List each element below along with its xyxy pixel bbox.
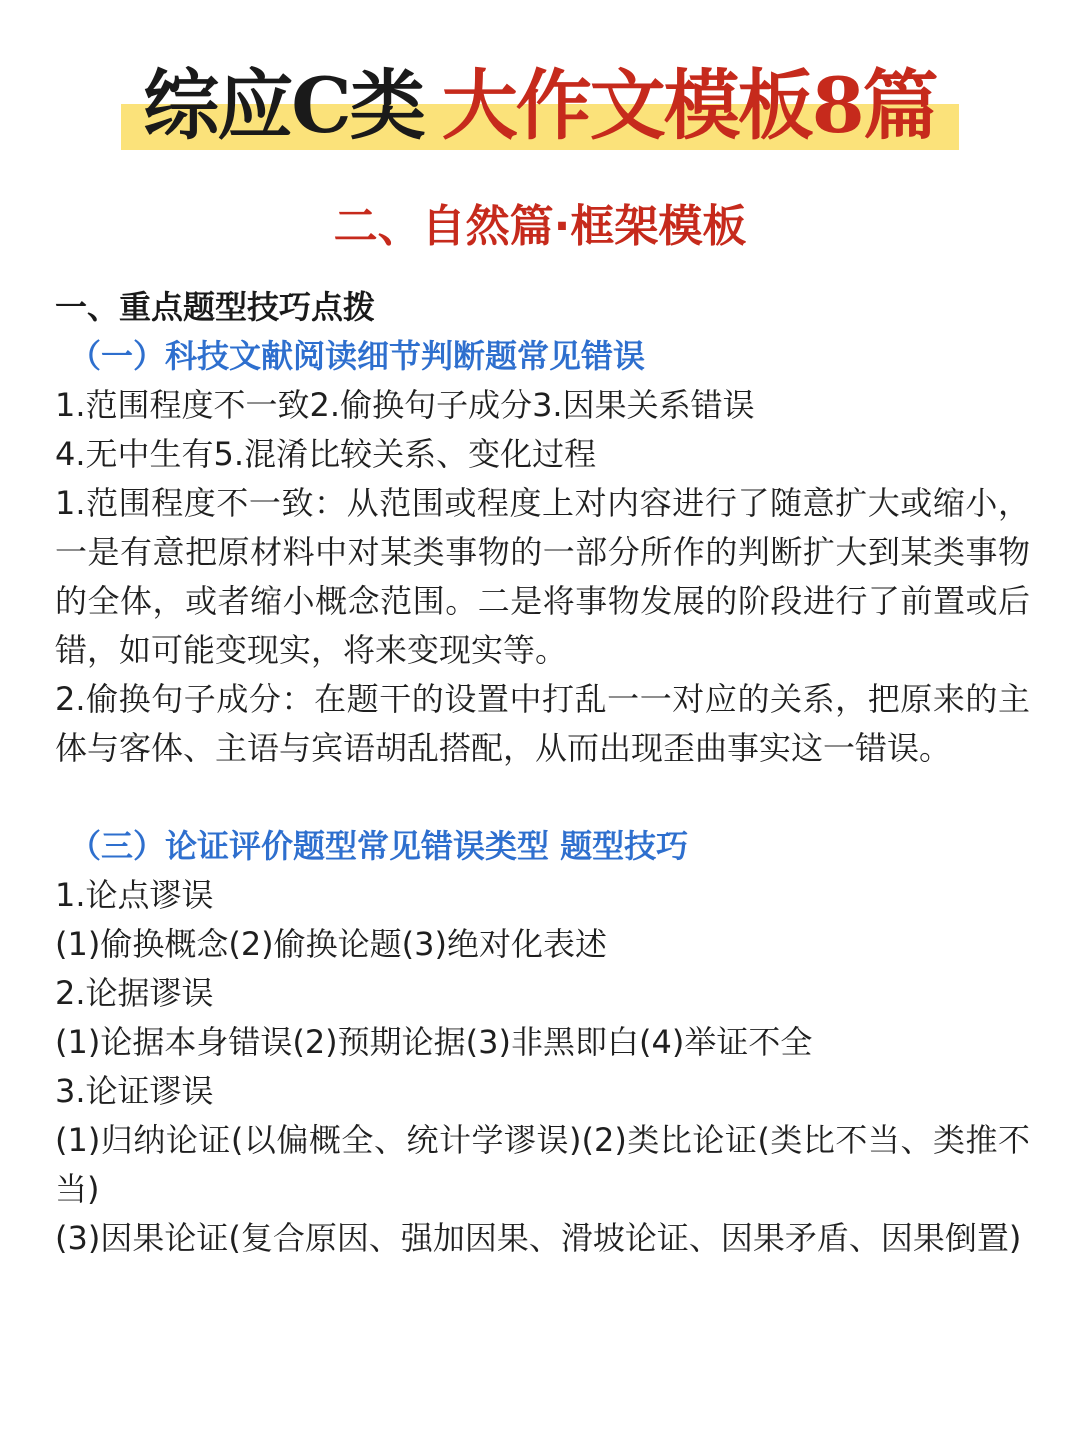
item-title-evidence: 2.论据谬误	[55, 974, 214, 1012]
page-subtitle: 二、自然篇·框架模板	[333, 201, 747, 252]
page-title	[121, 56, 958, 156]
title-area	[0, 56, 1080, 156]
title-black-text: 综应C类	[143, 61, 424, 150]
item-title-argument: 1.论点谬误	[55, 876, 214, 914]
item-detail-reasoning-2: (3)因果论证(复合原因、强加因果、滑坡论证、因果矛盾、因果倒置)	[55, 1219, 1022, 1257]
paragraph-sentence-swap: 2.偷换句子成分：在题干的设置中打乱一一对应的关系，把原来的主体与客体、主语与宾语胡乱搭配，从而出现歪曲事实这一错误。	[55, 680, 1030, 767]
main-content	[55, 283, 1030, 1263]
error-list-line-2: 4.无中生有5.混淆比较关系、变化过程	[55, 435, 597, 473]
item-title-reasoning: 3.论证谬误	[55, 1072, 214, 1110]
subsection-heading-3: （三）论证评价题型常见错误类型 题型技巧	[69, 827, 689, 865]
subsection-heading-1: （一）科技文献阅读细节判断题常见错误	[69, 337, 646, 375]
paragraph-scope-mismatch: 1.范围程度不一致：从范围或程度上对内容进行了随意扩大或缩小，一是有意把原材料中对某类事物的一部分所作的判断扩大到某类事物的全体，或者缩小概念范围。二是将事物发展的阶段进行了前置或后错，如可能变现实，将来变现实等。	[55, 484, 1030, 669]
spacer	[55, 773, 1030, 822]
section-heading: 一、重点题型技巧点拨	[55, 288, 376, 326]
item-detail-argument: (1)偷换概念(2)偷换论题(3)绝对化表述	[55, 925, 607, 963]
item-detail-reasoning-1: (1)归纳论证(以偏概全、统计学谬误)(2)类比论证(类比不当、类推不当)	[55, 1121, 1030, 1208]
item-detail-evidence: (1)论据本身错误(2)预期论据(3)非黑即白(4)举证不全	[55, 1023, 813, 1061]
title-red-text: 大作文模板8篇	[441, 61, 937, 150]
error-list-line-1: 1.范围程度不一致2.偷换句子成分3.因果关系错误	[55, 386, 755, 424]
